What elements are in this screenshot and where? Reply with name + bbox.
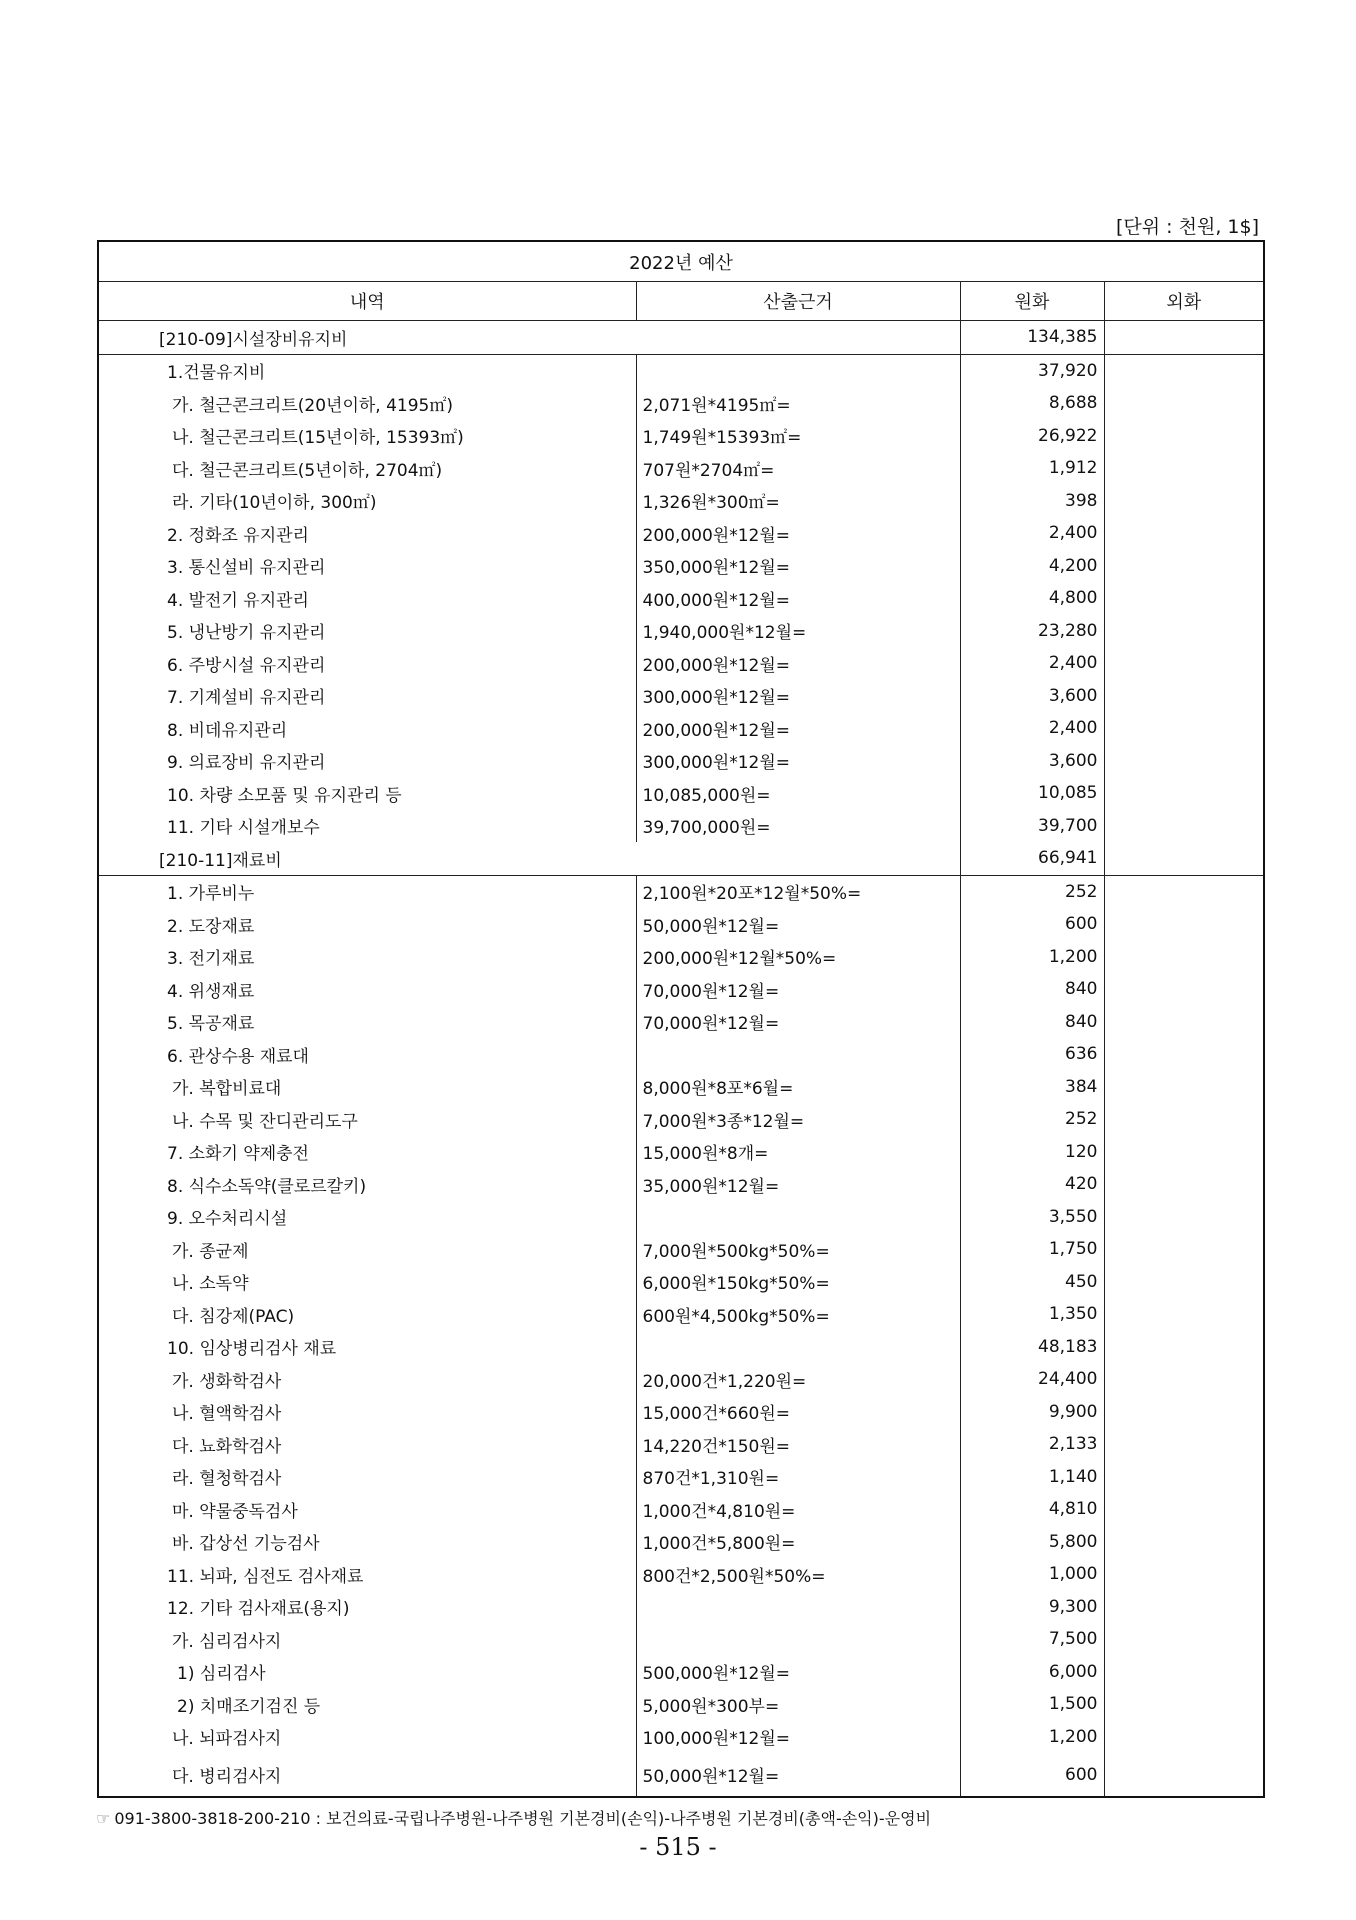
item-name: 11. 뇌파, 심전도 검사재료 [98,1558,636,1591]
foreign-amount-cell [1104,1428,1264,1461]
item-name: 가. 복합비료대 [98,1071,636,1104]
foreign-amount-cell [1104,1526,1264,1559]
krw-amount: 2,400 [960,712,1104,745]
foreign-amount-cell [1104,1233,1264,1266]
foreign-amount-cell [1104,420,1264,453]
item-name: 2. 도장재료 [98,908,636,941]
unit-label: [단위 : 천원, 1$] [1116,216,1259,238]
table-row [98,1396,1264,1429]
item-name: 5. 목공재료 [98,1006,636,1039]
page-number: - 515 - [639,1833,717,1861]
item-name: 다. 철근콘크리트(5년이하, 2704㎡) [98,452,636,485]
krw-amount: 4,800 [960,582,1104,615]
foreign-amount-cell [1104,777,1264,810]
table-row [98,1623,1264,1656]
calculation-basis: 50,000원*12월= [636,1753,960,1797]
item-name: 가. 심리검사지 [98,1623,636,1656]
foreign-amount-cell [1104,321,1264,355]
krw-amount: 1,140 [960,1461,1104,1494]
krw-amount: 2,400 [960,647,1104,680]
krw-amount: 26,922 [960,420,1104,453]
table-row [98,1071,1264,1104]
calculation-basis: 70,000원*12월= [636,973,960,1006]
krw-amount: 1,750 [960,1233,1104,1266]
table-row [98,550,1264,583]
header-basis: 산출근거 [636,282,960,321]
section-name: [210-09]시설장비유지비 [98,321,960,355]
table-row [98,680,1264,713]
calculation-basis [636,1201,960,1234]
foreign-amount-cell [1104,1591,1264,1624]
krw-amount: 7,500 [960,1623,1104,1656]
header-description: 내역 [98,282,636,321]
calculation-basis: 350,000원*12월= [636,550,960,583]
calculation-basis: 800건*2,500원*50%= [636,1558,960,1591]
foreign-amount-cell [1104,517,1264,550]
calculation-basis: 1,000건*4,810원= [636,1493,960,1526]
foreign-amount-cell [1104,1558,1264,1591]
krw-amount: 5,800 [960,1526,1104,1559]
table-row [98,1006,1264,1039]
krw-amount: 37,920 [960,354,1104,387]
krw-amount: 3,600 [960,680,1104,713]
item-name: 7. 기계설비 유지관리 [98,680,636,713]
item-name: 나. 소독약 [98,1266,636,1299]
table-row [98,517,1264,550]
table-row [98,1201,1264,1234]
calculation-basis: 15,000건*660원= [636,1396,960,1429]
table-row [98,1526,1264,1559]
foreign-amount-cell [1104,1396,1264,1429]
item-name: 5. 냉난방기 유지관리 [98,615,636,648]
foreign-amount-cell [1104,1201,1264,1234]
krw-amount: 2,133 [960,1428,1104,1461]
item-name: 7. 소화기 약제충전 [98,1136,636,1169]
section-name: [210-11]재료비 [98,842,960,875]
item-name: 1. 가루비누 [98,875,636,908]
table-row [98,1656,1264,1689]
item-name: 6. 주방시설 유지관리 [98,647,636,680]
krw-amount: 1,000 [960,1558,1104,1591]
item-name: 나. 수목 및 잔디관리도구 [98,1103,636,1136]
table-row [98,1688,1264,1721]
item-name: 1.건물유지비 [98,354,636,387]
krw-amount: 24,400 [960,1363,1104,1396]
item-name: 10. 임상병리검사 재료 [98,1331,636,1364]
item-name: 가. 철근콘크리트(20년이하, 4195㎡) [98,387,636,420]
foreign-amount-cell [1104,550,1264,583]
foreign-amount-cell [1104,1006,1264,1039]
calculation-basis: 200,000원*12월*50%= [636,941,960,974]
foreign-amount-cell [1104,1071,1264,1104]
krw-amount: 840 [960,973,1104,1006]
table-row [98,1136,1264,1169]
table-row [98,1298,1264,1331]
calculation-basis: 1,749원*15393㎡= [636,420,960,453]
section-row [98,842,1264,875]
calculation-basis: 20,000건*1,220원= [636,1363,960,1396]
item-name: 2) 치매조기검진 등 [98,1688,636,1721]
section-amount: 134,385 [960,321,1104,355]
table-row [98,647,1264,680]
calculation-basis: 5,000원*300부= [636,1688,960,1721]
krw-amount: 450 [960,1266,1104,1299]
item-name: 10. 차량 소모품 및 유지관리 등 [98,777,636,810]
calculation-basis: 7,000원*3종*12월= [636,1103,960,1136]
calculation-basis: 70,000원*12월= [636,1006,960,1039]
krw-amount: 6,000 [960,1656,1104,1689]
item-name: 9. 의료장비 유지관리 [98,745,636,778]
foreign-amount-cell [1104,1298,1264,1331]
krw-amount: 4,810 [960,1493,1104,1526]
item-name: 3. 통신설비 유지관리 [98,550,636,583]
table-header-row [98,282,1264,321]
calculation-basis: 8,000원*8포*6월= [636,1071,960,1104]
krw-amount: 23,280 [960,615,1104,648]
calculation-basis: 15,000원*8개= [636,1136,960,1169]
item-name: 8. 비데유지관리 [98,712,636,745]
pointing-hand-icon: ☞ [96,1809,111,1828]
item-name: 1) 심리검사 [98,1656,636,1689]
foreign-amount-cell [1104,1461,1264,1494]
item-name: 9. 오수처리시설 [98,1201,636,1234]
foreign-amount-cell [1104,1688,1264,1721]
table-row [98,941,1264,974]
table-row [98,777,1264,810]
calculation-basis: 200,000원*12월= [636,712,960,745]
table-row [98,712,1264,745]
table-row [98,354,1264,387]
item-name: 12. 기타 검사재료(용지) [98,1591,636,1624]
item-name: 라. 기타(10년이하, 300㎡) [98,485,636,518]
item-name: 다. 뇨화학검사 [98,1428,636,1461]
calculation-basis: 1,940,000원*12월= [636,615,960,648]
calculation-basis [636,1623,960,1656]
item-name: 나. 혈액학검사 [98,1396,636,1429]
calculation-basis [636,1331,960,1364]
table-row [98,1558,1264,1591]
foreign-amount-cell [1104,354,1264,387]
table-row [98,1493,1264,1526]
foreign-amount-cell [1104,1493,1264,1526]
calculation-basis: 300,000원*12월= [636,745,960,778]
item-name: 다. 침강제(PAC) [98,1298,636,1331]
foreign-amount-cell [1104,452,1264,485]
krw-amount: 1,912 [960,452,1104,485]
foreign-amount-cell [1104,712,1264,745]
item-name: 나. 철근콘크리트(15년이하, 15393㎡) [98,420,636,453]
krw-amount: 600 [960,1753,1104,1797]
table-row [98,615,1264,648]
foreign-amount-cell [1104,810,1264,843]
item-name: 마. 약물중독검사 [98,1493,636,1526]
calculation-basis: 200,000원*12월= [636,647,960,680]
table-row [98,420,1264,453]
table-row [98,485,1264,518]
table-row [98,1168,1264,1201]
krw-amount: 600 [960,908,1104,941]
krw-amount: 10,085 [960,777,1104,810]
krw-amount: 3,600 [960,745,1104,778]
calculation-basis [636,1038,960,1071]
foreign-amount-cell [1104,1266,1264,1299]
table-row [98,1461,1264,1494]
krw-amount: 398 [960,485,1104,518]
foreign-amount-cell [1104,875,1264,908]
foreign-amount-cell [1104,941,1264,974]
calculation-basis: 1,326원*300㎡= [636,485,960,518]
calculation-basis: 200,000원*12월= [636,517,960,550]
foreign-amount-cell [1104,647,1264,680]
foreign-amount-cell [1104,1103,1264,1136]
table-row [98,908,1264,941]
calculation-basis: 6,000원*150kg*50%= [636,1266,960,1299]
calculation-basis: 10,085,000원= [636,777,960,810]
foreign-amount-cell [1104,387,1264,420]
foreign-amount-cell [1104,680,1264,713]
calculation-basis [636,1591,960,1624]
item-name: 3. 전기재료 [98,941,636,974]
calculation-basis: 100,000원*12월= [636,1721,960,1754]
krw-amount: 840 [960,1006,1104,1039]
table-row [98,1363,1264,1396]
item-name: 6. 관상수용 재료대 [98,1038,636,1071]
krw-amount: 9,300 [960,1591,1104,1624]
item-name: 라. 혈청학검사 [98,1461,636,1494]
table-row [98,973,1264,1006]
item-name: 나. 뇌파검사지 [98,1721,636,1754]
header-foreign: 외화 [1104,282,1264,321]
table-title: 2022년 예산 [98,241,1264,282]
foreign-amount-cell [1104,1623,1264,1656]
table-row [98,1331,1264,1364]
krw-amount: 252 [960,1103,1104,1136]
foreign-amount-cell [1104,582,1264,615]
foreign-amount-cell [1104,908,1264,941]
calculation-basis: 870건*1,310원= [636,1461,960,1494]
foreign-amount-cell [1104,1038,1264,1071]
table-row [98,1103,1264,1136]
item-name: 가. 종균제 [98,1233,636,1266]
foreign-amount-cell [1104,1168,1264,1201]
footnote [96,1806,931,1829]
krw-amount: 48,183 [960,1331,1104,1364]
krw-amount: 2,400 [960,517,1104,550]
krw-amount: 384 [960,1071,1104,1104]
calculation-basis: 39,700,000원= [636,810,960,843]
item-name: 바. 갑상선 기능검사 [98,1526,636,1559]
foreign-amount-cell [1104,1656,1264,1689]
table-row [98,1721,1264,1754]
table-row [98,810,1264,843]
krw-amount: 9,900 [960,1396,1104,1429]
item-name: 8. 식수소독약(클로르칼키) [98,1168,636,1201]
krw-amount: 120 [960,1136,1104,1169]
calculation-basis: 1,000건*5,800원= [636,1526,960,1559]
table-row [98,745,1264,778]
item-name: 4. 발전기 유지관리 [98,582,636,615]
table-body [98,321,1264,1798]
footnote-text: 091-3800-3818-200-210 : 보건의료-국립나주병원-나주병원 기본경비(손익)-나주병원 기본경비(총액-손익)-운영비 [114,1809,932,1828]
table-title-row [98,241,1264,282]
calculation-basis: 600원*4,500kg*50%= [636,1298,960,1331]
section-row [98,321,1264,355]
item-name: 11. 기타 시설개보수 [98,810,636,843]
table-row [98,582,1264,615]
table-row [98,1233,1264,1266]
krw-amount: 1,350 [960,1298,1104,1331]
foreign-amount-cell [1104,615,1264,648]
calculation-basis: 2,071원*4195㎡= [636,387,960,420]
foreign-amount-cell [1104,1331,1264,1364]
krw-amount: 252 [960,875,1104,908]
budget-table [97,240,1265,1798]
table-row [98,1753,1264,1797]
calculation-basis: 300,000원*12월= [636,680,960,713]
foreign-amount-cell [1104,1136,1264,1169]
foreign-amount-cell [1104,973,1264,1006]
krw-amount: 1,200 [960,1721,1104,1754]
calculation-basis: 2,100원*20포*12월*50%= [636,875,960,908]
foreign-amount-cell [1104,842,1264,875]
foreign-amount-cell [1104,1753,1264,1797]
table-row [98,1038,1264,1071]
item-name: 다. 병리검사지 [98,1753,636,1797]
table-row [98,1591,1264,1624]
calculation-basis: 707원*2704㎡= [636,452,960,485]
krw-amount: 636 [960,1038,1104,1071]
krw-amount: 1,200 [960,941,1104,974]
krw-amount: 8,688 [960,387,1104,420]
item-name: 4. 위생재료 [98,973,636,1006]
table-row [98,1266,1264,1299]
krw-amount: 1,500 [960,1688,1104,1721]
krw-amount: 420 [960,1168,1104,1201]
foreign-amount-cell [1104,745,1264,778]
table-row [98,387,1264,420]
table-row [98,452,1264,485]
calculation-basis: 400,000원*12월= [636,582,960,615]
krw-amount: 4,200 [960,550,1104,583]
foreign-amount-cell [1104,1721,1264,1754]
calculation-basis: 500,000원*12월= [636,1656,960,1689]
section-amount: 66,941 [960,842,1104,875]
calculation-basis: 50,000원*12월= [636,908,960,941]
krw-amount: 39,700 [960,810,1104,843]
foreign-amount-cell [1104,485,1264,518]
item-name: 가. 생화학검사 [98,1363,636,1396]
table-row [98,875,1264,908]
calculation-basis: 35,000원*12월= [636,1168,960,1201]
item-name: 2. 정화조 유지관리 [98,517,636,550]
calculation-basis [636,354,960,387]
foreign-amount-cell [1104,1363,1264,1396]
header-krw: 원화 [960,282,1104,321]
calculation-basis: 14,220건*150원= [636,1428,960,1461]
table-row [98,1428,1264,1461]
krw-amount: 3,550 [960,1201,1104,1234]
calculation-basis: 7,000원*500kg*50%= [636,1233,960,1266]
